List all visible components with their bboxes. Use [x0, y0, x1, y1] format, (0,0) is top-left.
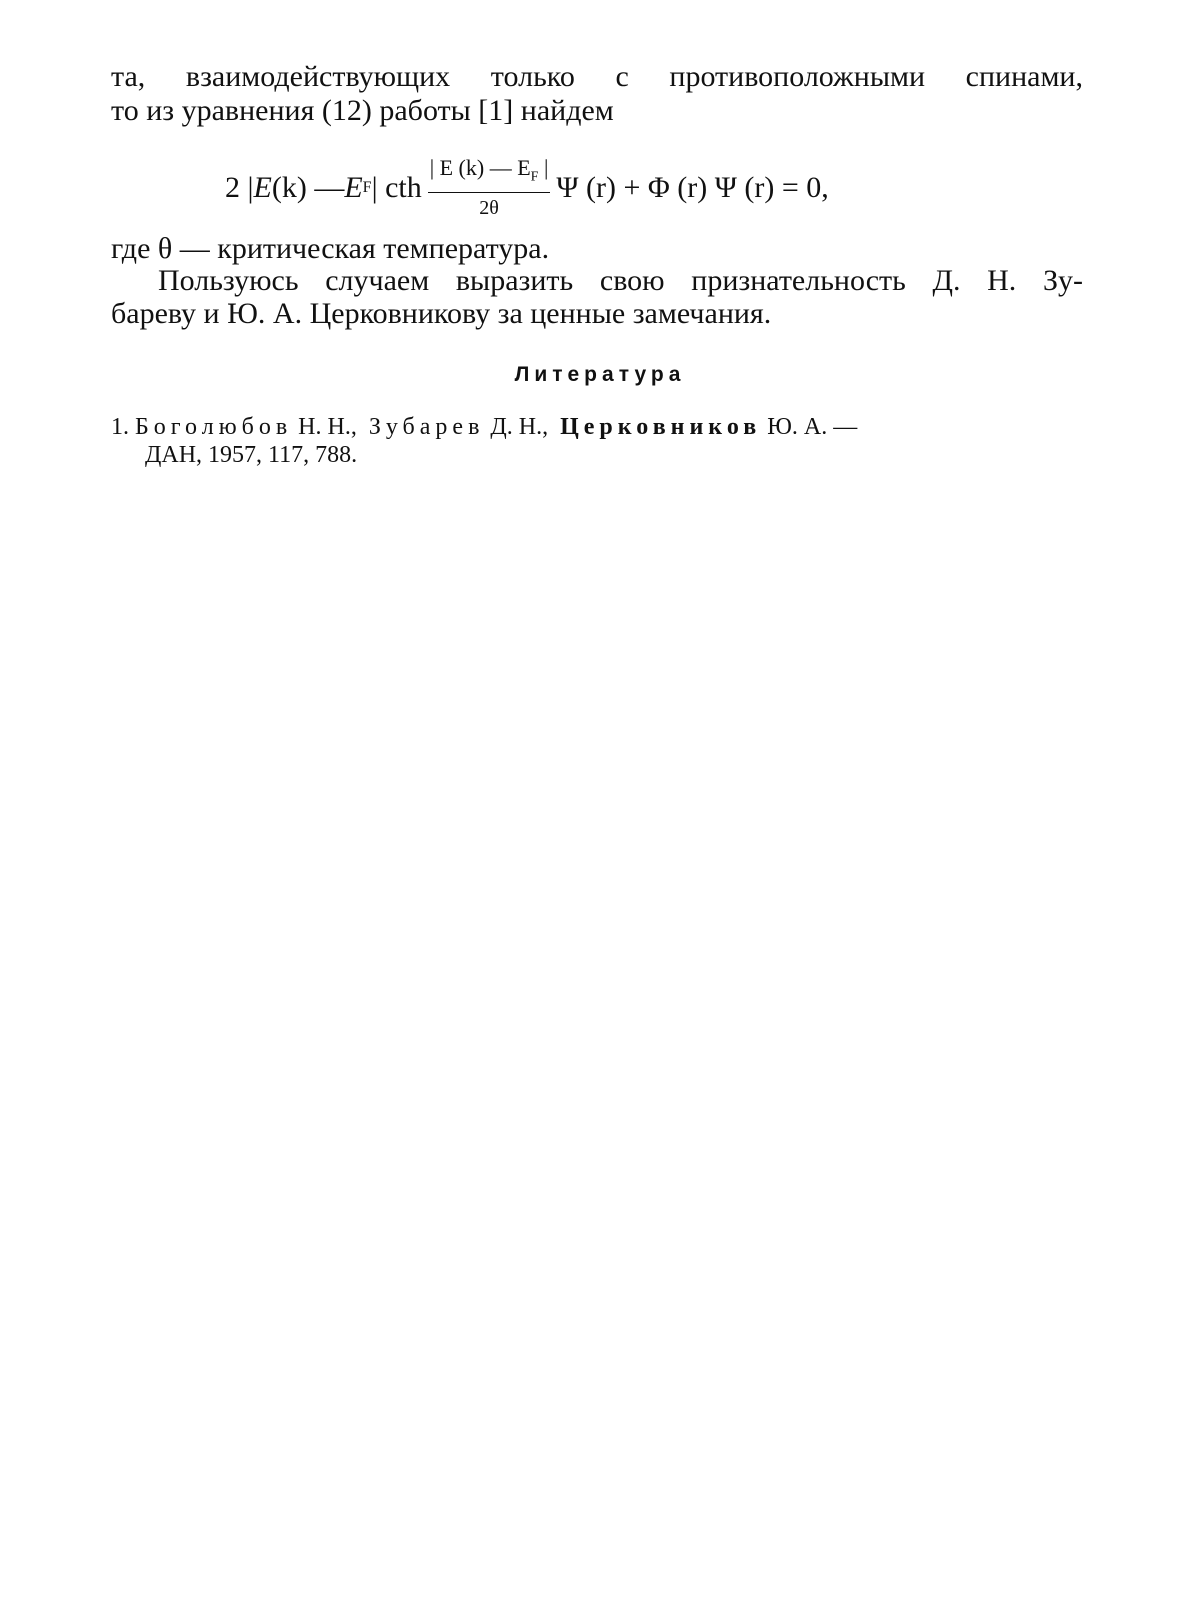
reference-item-1: [111, 413, 857, 441]
reference-source: ДАН, 1957, 117, 788.: [145, 442, 358, 468]
reference-author-2-initials: Д. Н.,: [490, 414, 549, 440]
equation: [225, 150, 829, 226]
eq-lhs-prefix: 2 |: [225, 171, 254, 204]
eq-fraction: [428, 155, 551, 221]
eq-denominator: 2θ: [479, 197, 499, 220]
reference-number: 1.: [111, 414, 129, 440]
paragraph-line-2: то из уравнения (12) работы [1] найдем: [111, 94, 614, 127]
paragraph-line-3: где θ — критическая температура.: [111, 232, 550, 265]
eq-abs-cth: | cth: [371, 171, 422, 204]
eq-numerator-text: | E (k) — E: [429, 154, 531, 180]
eq-fermi-energy: E: [344, 171, 363, 204]
eq-energy-symbol: E: [253, 171, 272, 204]
eq-numerator: [428, 155, 551, 193]
reference-author-1-initials: Н. Н.,: [298, 414, 357, 440]
references-heading: Литература: [514, 363, 686, 386]
eq-numerator-close: |: [538, 154, 549, 180]
reference-author-3-initials: Ю. А. —: [767, 414, 858, 440]
acknowledgement-line-1: Пользуюсь случаем выразить свою признательность Д. Н. Зу-: [158, 264, 1083, 297]
eq-k-argument: (k) —: [271, 171, 345, 204]
acknowledgement-line-2: бареву и Ю. А. Церковникову за ценные замечания.: [111, 297, 772, 330]
reference-author-1: Боголюбов: [135, 414, 293, 440]
eq-numerator-subscript: F: [530, 169, 539, 185]
paragraph-line-1: та, взаимодействующих только с противоположными спинами,: [111, 60, 1083, 93]
reference-author-2: Зубарев: [368, 414, 485, 440]
reference-author-3: Церковников: [560, 414, 762, 440]
eq-fermi-subscript: F: [362, 179, 372, 196]
eq-rhs: Ψ (r) + Φ (r) Ψ (r) = 0,: [556, 171, 829, 204]
